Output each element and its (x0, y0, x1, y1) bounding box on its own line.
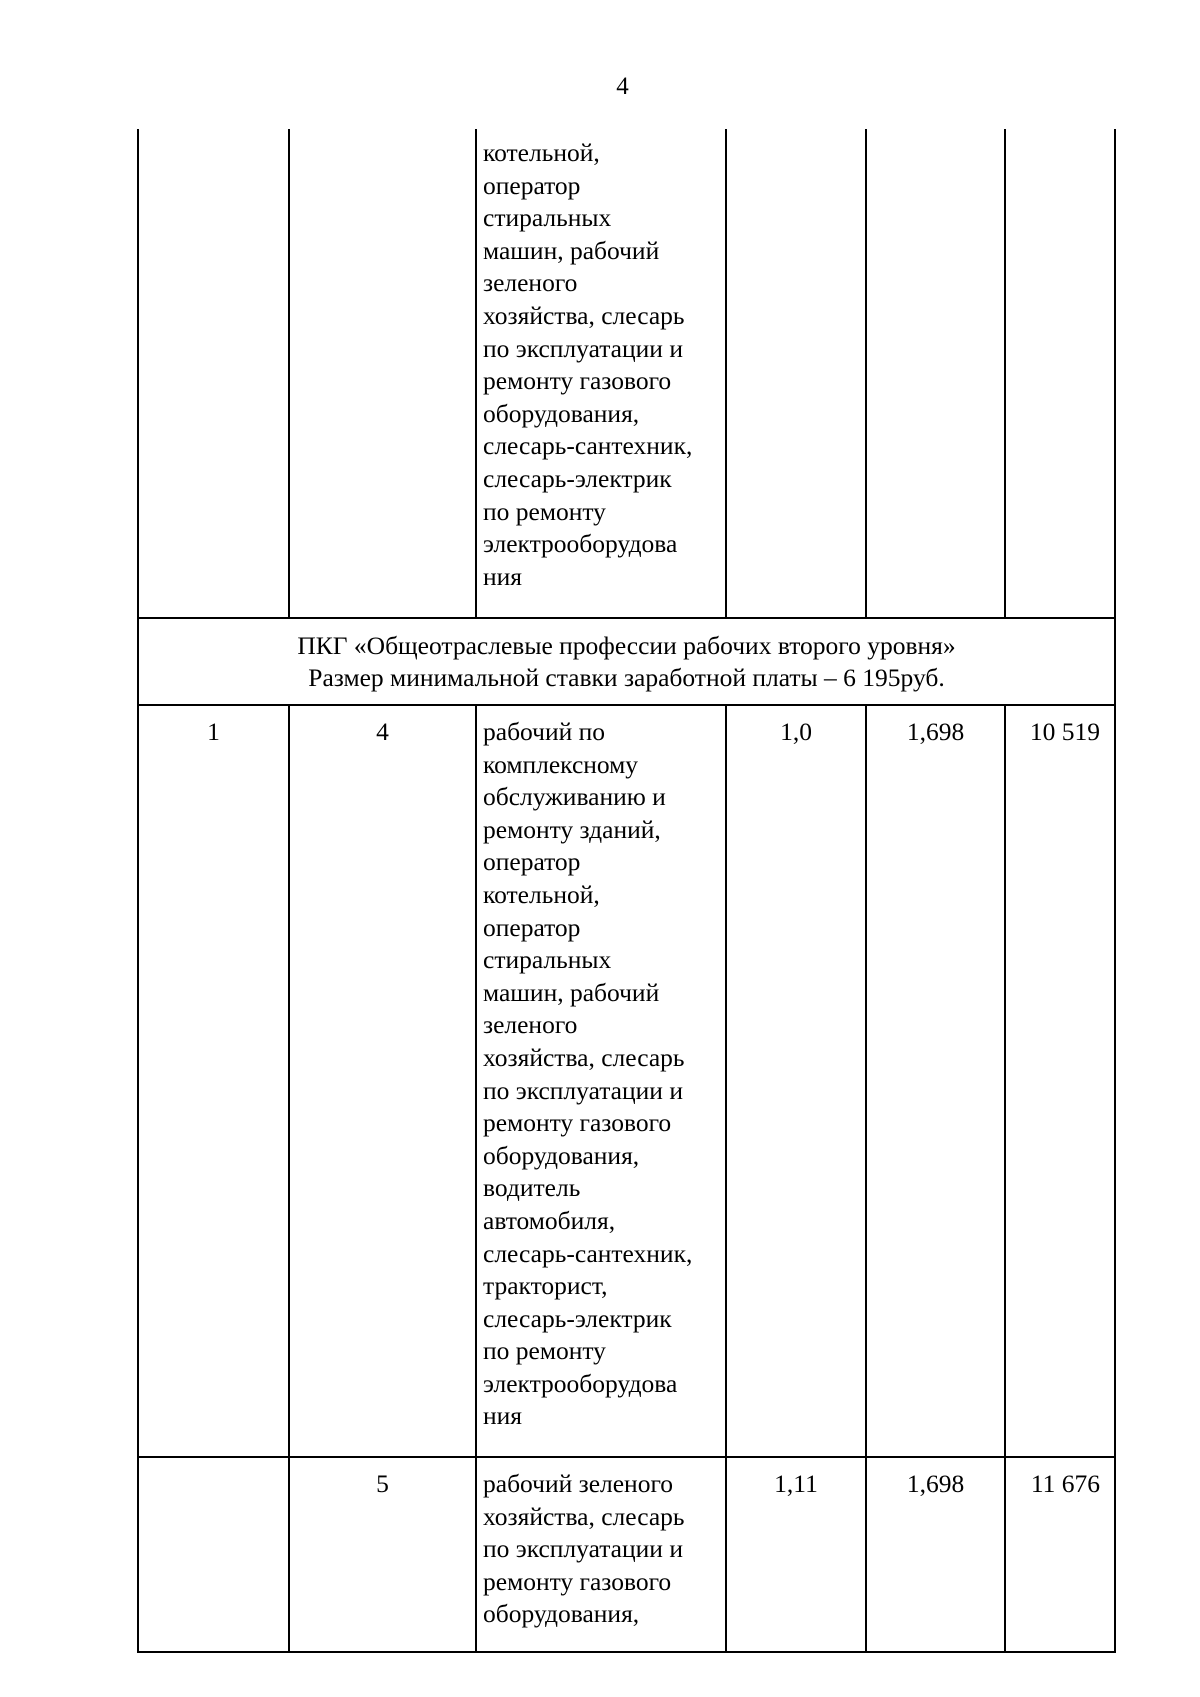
cell-coefficient (726, 129, 866, 618)
page-number: 4 (616, 73, 629, 100)
occupation-line: слесарь-электрик (483, 463, 672, 493)
group-header-row (138, 618, 1115, 705)
cell-qualification: 4 (289, 705, 476, 1457)
cell-salary (1005, 129, 1115, 618)
cell-salary: 10 519 (1005, 705, 1115, 1457)
cell-occupations (476, 129, 726, 618)
occupation-line: оператор (483, 170, 581, 200)
occupation-line: оператор (483, 912, 581, 942)
table-row-continuation (138, 129, 1115, 618)
occupation-line: автомобиля, (483, 1205, 616, 1235)
occupation-line: оборудования, (483, 1140, 640, 1170)
cell-qualification (289, 129, 476, 618)
table-row (138, 1457, 1115, 1652)
group-header-cell (138, 618, 1115, 705)
cell-qualification: 5 (289, 1457, 476, 1652)
occupation-line: зеленого (483, 1010, 578, 1040)
occupation-line: по эксплуатации и (483, 1534, 683, 1564)
occupation-line: ремонту газового (483, 366, 672, 396)
occupation-line: котельной, (483, 138, 600, 167)
table-row (138, 705, 1115, 1457)
occupation-line: машин, рабочий (483, 235, 660, 265)
occupation-line: обслуживанию и (483, 782, 666, 812)
occupation-line: ния (483, 1401, 523, 1431)
cell-occupations (476, 1457, 726, 1652)
group-min-rate: Размер минимальной ставки заработной платы – 6 195руб. (308, 663, 945, 692)
occupation-line: электрооборудова (483, 1368, 678, 1398)
occupation-line: оборудования, (483, 1599, 640, 1629)
cell-factor: 1,698 (866, 1457, 1005, 1652)
occupation-line: ремонту газового (483, 1566, 672, 1596)
cell-factor: 1,698 (866, 705, 1005, 1457)
occupation-line: рабочий по (483, 717, 606, 746)
cell-coefficient: 1,11 (726, 1457, 866, 1652)
occupation-line: слесарь-электрик (483, 1303, 672, 1333)
occupation-line: по ремонту (483, 496, 606, 526)
occupation-line: ремонту газового (483, 1108, 672, 1138)
occupation-line: рабочий зеленого (483, 1469, 674, 1498)
occupation-line: хозяйства, слесарь (483, 1501, 685, 1531)
occupation-line: тракторист, (483, 1271, 608, 1301)
occupation-line: электрооборудова (483, 529, 678, 559)
group-title: ПКГ «Общеотраслевые профессии рабочих второго уровня» (297, 631, 956, 660)
occupation-line: по ремонту (483, 1336, 606, 1366)
occupation-line: хозяйства, слесарь (483, 1042, 685, 1072)
occupation-line: по эксплуатации и (483, 1075, 683, 1105)
cell-factor (866, 129, 1005, 618)
cell-coefficient: 1,0 (726, 705, 866, 1457)
occupation-line: ремонту зданий, (483, 814, 661, 844)
occupation-line: стиральных (483, 945, 612, 975)
occupation-line: комплексному (483, 749, 639, 779)
occupation-line: стиральных (483, 203, 612, 233)
cell-level (138, 129, 289, 618)
occupation-line: слесарь-сантехник, (483, 431, 693, 461)
occupation-line: ния (483, 561, 523, 591)
occupation-line: зеленого (483, 268, 578, 298)
cell-salary: 11 676 (1005, 1457, 1115, 1652)
cell-level: 1 (138, 705, 289, 1457)
occupation-line: слесарь-сантехник, (483, 1238, 693, 1268)
occupation-line: машин, рабочий (483, 977, 660, 1007)
salary-table (137, 129, 1116, 1653)
occupation-line: хозяйства, слесарь (483, 300, 685, 330)
occupation-line: по эксплуатации и (483, 333, 683, 363)
cell-occupations (476, 705, 726, 1457)
occupation-line: водитель (483, 1173, 581, 1203)
cell-level (138, 1457, 289, 1652)
occupation-line: котельной, (483, 879, 600, 909)
occupation-line: оборудования, (483, 398, 640, 428)
occupation-line: оператор (483, 847, 581, 877)
